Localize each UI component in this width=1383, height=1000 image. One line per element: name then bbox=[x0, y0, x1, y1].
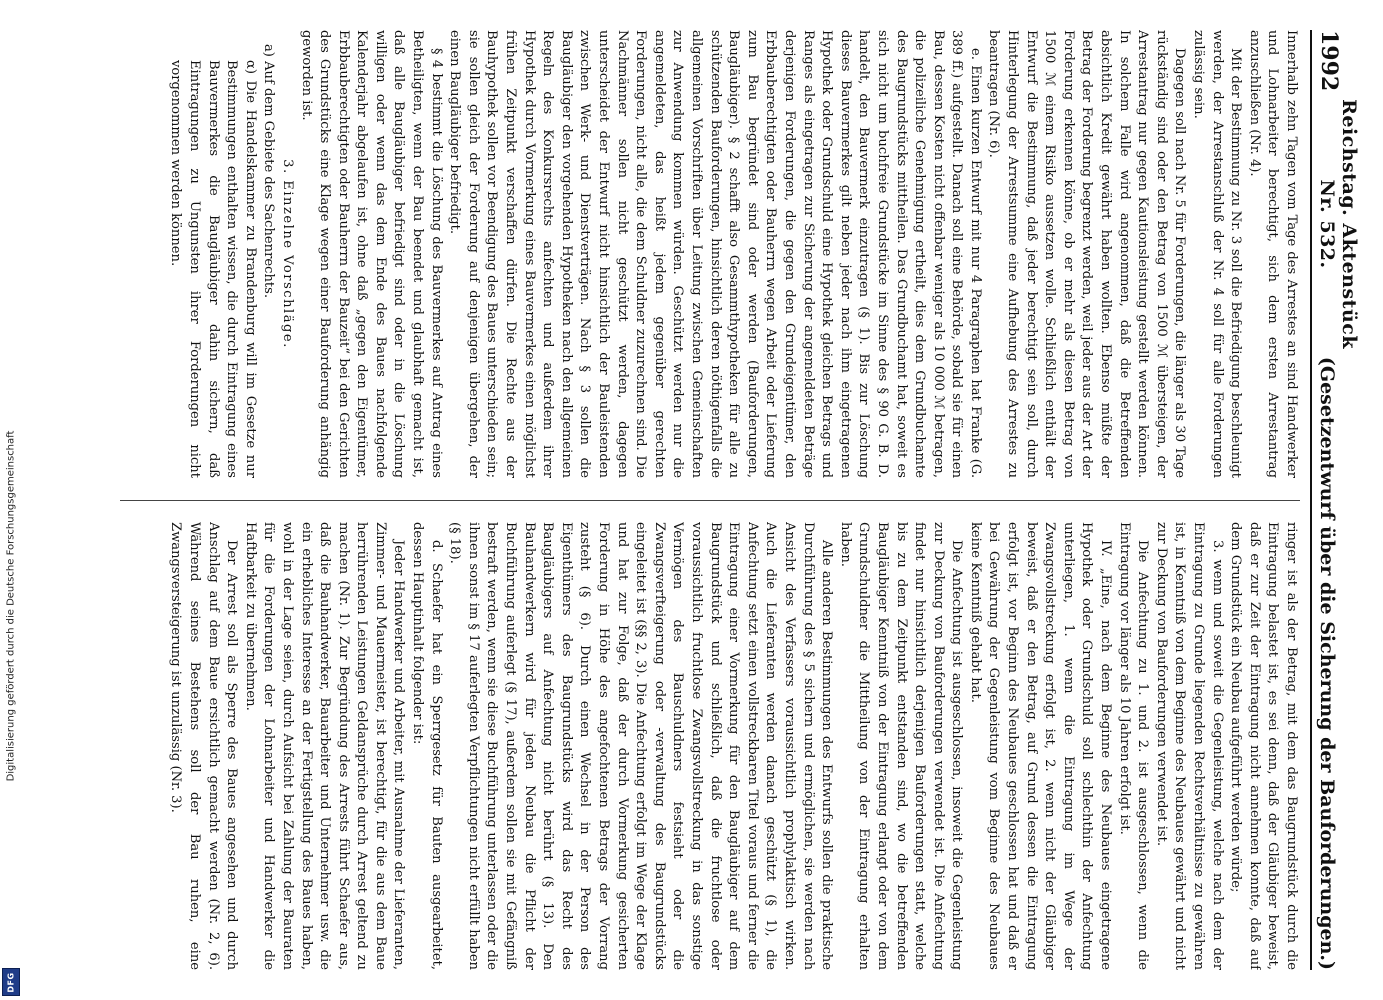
digitization-notice: Digitalisierung gefördert durch die Deutsche Forschungsgemeinschaft bbox=[5, 430, 17, 782]
paragraph: Dagegen soll nach Nr. 5 für Forderungen, die länger als 30 Tage rückständig sind oder den Betrag von 1500 ℳ übersteigen, der Arrestantrag nur gegen Kautionsleistung gestellt werden können. In solchem Falle wird angenommen, daß die Betreffenden absichtlich Kredit gewährt haben wollten. Ebenso müßte der Betrag der Forderung begrenzt werden, weil jeder aus der Art der Forderung erkennen könne, ob er mehr als diesen Betrag von 1500 ℳ einem Risiko aussetzen wolle. Schließlich enthält der Entwurf die Bestimmung, daß jeder berechtigt sein soll, durch Hinterlegung der Arrestsumme eine Aufhebung des Arrestes zu beantragen (Nr. 6). bbox=[986, 30, 1188, 478]
right-text-column bbox=[120, 30, 1300, 478]
subsection-heading: a) Auf dem Gebiete des Sachenrechts. bbox=[261, 44, 277, 299]
paragraph: d. Schaefer hat ein Sperrgesetz für Bauten ausgearbeitet, dessen Hauptinhalt folgender ist: bbox=[410, 522, 444, 970]
paragraph: IV. „Eine, nach dem Beginne des Neubaues eingetragene Hypothek oder Grundschuld soll schlechthin der Anfechtung unterliegen, 1. wenn die Eintragung im Wege der Zwangsvollstreckung erfolgt ist, 2. wenn nicht der Gläubiger beweist, daß er den Betrag, auf Grund dessen die Eintragung erfolgt ist, vor Beginn des Neubaues geschlossen hat und daß er bei Gewährung der Gegenleistung vom Beginne des Neubaues keine Kenntniß gehabt hat. bbox=[967, 522, 1114, 970]
dfg-logo-text: DFG bbox=[6, 971, 16, 993]
paragraph: Alle anderen Bestimmungen des Entwurfs sollen die praktische Durchführung des § 5 sichern und ermöglichen, sie werden nach Ansicht des Verfassers voraussichtlich prophylaktisch wirken. Auch die Lieferanten werden danach geschützt (§ 1), die Anfechtung setzt einen vollstreckbaren Titel voraus und ferner die Eintragung einer Vormerkung für den Baugläubiger auf dem Baugrundstück und schließlich, daß die fruchtlose oder voraussichtlich fruchtlose Zwangsvollstreckung in das sonstige Vermögen des Bauschuldners festsieht oder die Zwangsverfteigerung oder -verwaltung des Baugrundstücks eingeleitet ist (§§ 2, 3). Die Anfechtung erfolgt im Wege der Klage und hat zur Folge, daß der durch Vormerkung gesicherten Forderung in Höhe des angefochtenen Betrags der Vorrang zusteht (§ 6). Durch einen Wechsel in der Person des Eigenthümers des Baugrundstücks wird das Recht des Baugläubigers auf Anfechtung nicht berührt (§ 13). Den Bauhandwerkern wird für jeden Neubau die Pflicht der Buchführung auferlegt (§ 17), außerdem sollen sie mit Gefängniß bestraft werden, wenn sie diese Buchführung unterlassen oder die ihnen sonst im § 17 auferlegten Verpflichtungen nicht erfüllt haben (§ 18). bbox=[447, 522, 835, 970]
column-divider bbox=[120, 500, 1300, 501]
paragraph: Die Anfechtung ist ausgeschlossen, insoweit die Gegenleistung zur Deckung von Bauforderungen verwendet ist. Die Anfechtung findet nur hinsichtlich derjenigen Bauforderungen statt, welche bis zu dem Zeitpunkt entstanden sind, wo die betreffenden Baugläubiger Kenntniß von der Eintragung erlangt oder von dem Grundschuldner die Mittheilung von der Eintragung erhalten haben. bbox=[837, 522, 965, 970]
paragraph: Die Anfechtung zu 1. und 2. ist ausgeschlossen, wenn die Eintragung vor länger als 10 Jahren erfolgt ist. bbox=[1116, 522, 1151, 970]
paragraph: § 4 bestimmt die Löschung des Bauvermerkes auf Antrag eines Betheiligten, wenn der Bau beendet und glaubhaft gemacht ist, daß alle Baugläubiger befriedigt sind oder in die Löschung willigen oder wenn das dem Ende des Baues nachfolgende Kalenderjahr abgelaufen ist, ohne daß „gegen den Eigentümer, Erbbauberechtigten oder Bauherrn der Bauzeit“ bei den Gerichten des Grundstücks eine Klage wegen einer Bauforderung anhängig geworden ist. bbox=[298, 30, 444, 478]
paragraph: e. Einen kurzen Entwurf mit nur 4 Paragraphen hat Franke (G. 389 ff.) aufgestellt. Danach soll eine Behörde, sobald sie für einen Bau, dessen Kosten nicht offenbar weniger als 10 000 ℳ betragen, die polizeiliche Genehmigung ertheilt, dies dem Grundbuchamte des Baugrundstücks mittheilen. Das Grundbuchamt hat, soweit es sich nicht um buchfreie Grundstücke im Sinne des § 90 G. B. D. handelt, den Bauvermerk einzutragen (§ 1). Bis zur Löschung dieses Bauvermerkes gilt neben jeder nach ihm eingetragenen Hypothek oder Grundschuld eine Hypothek gleichen Betrags und Ranges als eingetragen zur Sicherung der angemeldeten Beträge derjenigen Forderungen, die gegen den Grundeigentümer, den Erbbauberechtigten oder Bauherrn wegen Arbeit oder Lieferung zum Bau begründet sind oder werden (Bauforderungen, Baugläubiger). § 2 schafft also Gesammthypotheken für alle zu schützenden Bauforderungen, hinsichtlich deren nöthigenfalls die allgemeinen Vorschriften über Leitung zwischen Gemeinschaften zur Anwendung kommen würden. Geschützt werden nur die angemeldeten, das heißt jedem gegenüber gerechten Forderungen, nicht alle, die dem Schuldner zuzurechnen sind. Die Nachmänner sollen nicht geschützt werden, dagegen unterscheidet der Entwurf nicht hinsichtlich der Bauleistenden zwischen Werk- und Dienstverträgen. Nach § 3 sollen die Baugläubiger den vorgehenden Hypotheken nach den allgemeinen Regeln des Konkursrechts anfechten und außerdem ihrer Hypothek durch Vormerkung eines Bauvermerkes einen möglichst frühen Zeitpunkt verschaffen dürfen. Die Rechte aus der Bauhypothek sollen vor Beendigung des Baues unterschieden sein; sie sollen gleich der Forderung auf denjenigen übergehen, der einen Baugläubiger befriedigt. bbox=[447, 30, 983, 478]
scan-margin bbox=[0, 0, 22, 1000]
page-title: Reichstag. Aktenstück Nr. 532. bbox=[1316, 99, 1360, 349]
paragraph: 3. wenn und soweit die Gegenleistung, welche nach dem der Eintragung zu Grunde liegenden Rechtsverhältnisse zu gewähren ist, in Kenntniß von dem Beginne des Neubaues gewährt und nicht zur Deckung von Bauforderungen verwendet ist. bbox=[1153, 522, 1225, 970]
rotated-page bbox=[90, 30, 1360, 970]
page-number: 1992 bbox=[1316, 30, 1342, 92]
paragraph: Jeder Handwerker und Arbeiter, mit Ausnahme der Lieferanten, Zimmer- und Mauermeister, ist berechtigt, für die aus dem Baue herrührenden Leistungen Geldansprüche durch Arrest geltend zu machen (Nr. 1). Zur Begründung des Arrests führt Schaefer aus, daß die Bauhandwerker, Bauarbeiter und Unternehmer usw. die ein erhebliches Interesse an der Fertigstellung des Baues haben, wohl in der Lage seien, durch Aufsicht bei Zahlung der Bauraten für die Forderungen der Lohnarbeiter und Handwerker die Haftbarkeit zu übernehmen. bbox=[242, 522, 407, 970]
left-text-column bbox=[120, 522, 1300, 970]
page-subtitle: (Gesetzentwurf über die Sicherung der Bauforderungen.) bbox=[1316, 356, 1338, 970]
paragraph: Der Arrest soll als Sperre des Baues angesehen und durch Anschlag auf dem Baue ersichtlich gemacht werden (Nr. 2, 6). Während seines Bestehens soll der Bau ruhen, eine Zwangsversteigerung ist unzulässig (Nr. 3). bbox=[168, 522, 240, 970]
section-heading: 3. Einzelne Vorschläge. bbox=[279, 159, 295, 349]
page-header bbox=[1310, 30, 1360, 970]
paragraph: ringer ist als der Betrag, mit dem das Baugrundstück durch die Eintragung belastet ist, es sei denn, daß der Gläubiger beweist, daß er zur Zeit der Eintragung nicht annehmen konnte, daß auf dem Grundstück ein Neubau aufgeführt werden würde; bbox=[1228, 522, 1299, 970]
paragraph: Innerhalb zehn Tagen vom Tage des Arrestes an sind Handwerker und Lohnarbeiter berechtigt, sich dem ersten Arrestantrag anzuschließen (Nr. 4). bbox=[1246, 30, 1299, 478]
paragraph: Mit der Bestimmung zu Nr. 3 soll die Befriedigung beschleunigt werden, der Arrestanschluß der Nr. 4 soll für alle Forderungen zulässig sein. bbox=[1191, 30, 1244, 478]
dfg-logo bbox=[2, 968, 20, 996]
paragraph: α) Die Handelskammer zu Brandenburg will im Gesetze nur Bestimmungen enthalten wissen, die durch Eintragung eines Bauvermerkes die Baugläubiger dahin sichern, daß Eintragungen zu Ungunsten ihrer Forderungen nicht vorgenommen werden können. bbox=[168, 60, 258, 478]
